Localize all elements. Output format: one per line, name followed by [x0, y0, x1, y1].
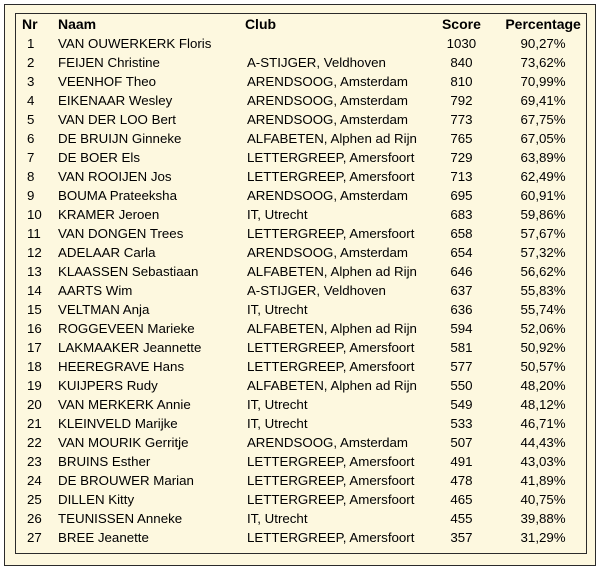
row-naam: AARTS Wim [57, 283, 133, 298]
row-percentage: 40,75% [520, 492, 566, 507]
row-score: 695 [450, 188, 473, 203]
inner-border-bottom [15, 553, 587, 554]
row-club: LETTERGREEP, Amersfoort [246, 226, 415, 241]
row-score: 478 [450, 473, 473, 488]
row-score: 637 [450, 283, 473, 298]
table-row [17, 243, 595, 262]
row-percentage: 70,99% [520, 74, 566, 89]
table-row [17, 91, 595, 110]
row-club: ALFABETEN, Alphen ad Rijn [246, 378, 417, 393]
row-naam: LAKMAAKER Jeannette [57, 340, 202, 355]
row-naam: VAN DER LOO Bert [57, 112, 176, 127]
row-score: 594 [450, 321, 473, 336]
table-row [17, 72, 595, 91]
row-naam: EIKENAAR Wesley [57, 93, 173, 108]
row-club: ARENDSOOG, Amsterdam [246, 245, 409, 260]
row-naam: ADELAAR Carla [57, 245, 156, 260]
row-score: 713 [450, 169, 473, 184]
row-nr: 5 [27, 112, 35, 127]
row-percentage: 55,74% [520, 302, 566, 317]
row-score: 533 [450, 416, 473, 431]
table-row [17, 509, 595, 528]
row-naam: KRAMER Jeroen [57, 207, 160, 222]
row-nr: 16 [27, 321, 42, 336]
row-club: ARENDSOOG, Amsterdam [246, 112, 409, 127]
table-row [17, 471, 595, 490]
row-percentage: 48,20% [520, 378, 566, 393]
table-row [17, 452, 595, 471]
row-nr: 25 [27, 492, 42, 507]
row-percentage: 39,88% [520, 511, 566, 526]
row-naam: BREE Jeanette [57, 530, 149, 545]
row-percentage: 67,05% [520, 131, 566, 146]
header-nr: Nr [22, 16, 38, 32]
row-score: 810 [450, 74, 473, 89]
row-percentage: 31,29% [520, 530, 566, 545]
table-row [17, 528, 595, 547]
row-naam: TEUNISSEN Anneke [57, 511, 183, 526]
row-percentage: 73,62% [520, 55, 566, 70]
table-row [17, 167, 595, 186]
row-naam: DE BOER Els [57, 150, 140, 165]
row-nr: 12 [27, 245, 42, 260]
row-club: LETTERGREEP, Amersfoort [246, 530, 415, 545]
row-nr: 13 [27, 264, 42, 279]
row-nr: 19 [27, 378, 42, 393]
row-score: 357 [450, 530, 473, 545]
header-score: Score [441, 16, 481, 32]
row-score: 465 [450, 492, 473, 507]
row-nr: 17 [27, 340, 42, 355]
row-naam: VAN MOURIK Gerritje [57, 435, 189, 450]
row-club: ARENDSOOG, Amsterdam [246, 93, 409, 108]
row-naam: KLEINVELD Marijke [57, 416, 178, 431]
row-club: IT, Utrecht [246, 207, 308, 222]
row-club: LETTERGREEP, Amersfoort [246, 359, 415, 374]
row-naam: DE BROUWER Marian [57, 473, 194, 488]
header-row [17, 14, 595, 34]
table-row [17, 129, 595, 148]
row-club: LETTERGREEP, Amersfoort [246, 473, 415, 488]
row-naam: VAN MERKERK Annie [57, 397, 191, 412]
table-row [17, 148, 595, 167]
row-nr: 15 [27, 302, 42, 317]
table-row [17, 376, 595, 395]
row-naam: VAN DONGEN Trees [57, 226, 184, 241]
row-club: LETTERGREEP, Amersfoort [246, 169, 415, 184]
ranking-rows [17, 34, 595, 547]
row-score: 773 [450, 112, 473, 127]
table-row [17, 338, 595, 357]
row-score: 792 [450, 93, 473, 108]
row-nr: 24 [27, 473, 42, 488]
row-score: 765 [450, 131, 473, 146]
row-club: IT, Utrecht [246, 302, 308, 317]
row-club: A-STIJGER, Veldhoven [246, 55, 386, 70]
row-percentage: 63,89% [520, 150, 566, 165]
row-percentage: 90,27% [520, 36, 566, 51]
row-nr: 10 [27, 207, 42, 222]
row-score: 549 [450, 397, 473, 412]
row-club: LETTERGREEP, Amersfoort [246, 340, 415, 355]
row-score: 683 [450, 207, 473, 222]
row-nr: 22 [27, 435, 42, 450]
row-naam: KLAASSEN Sebastiaan [57, 264, 199, 279]
table-row [17, 53, 595, 72]
row-nr: 23 [27, 454, 42, 469]
row-club: ARENDSOOG, Amsterdam [246, 74, 409, 89]
row-percentage: 57,67% [520, 226, 566, 241]
row-club: ARENDSOOG, Amsterdam [246, 435, 409, 450]
table-row [17, 281, 595, 300]
table-row [17, 319, 595, 338]
row-percentage: 48,12% [520, 397, 566, 412]
row-score: 658 [450, 226, 473, 241]
row-nr: 14 [27, 283, 42, 298]
row-score: 455 [450, 511, 473, 526]
row-score: 581 [450, 340, 473, 355]
row-club: LETTERGREEP, Amersfoort [246, 454, 415, 469]
table-row [17, 205, 595, 224]
row-percentage: 56,62% [520, 264, 566, 279]
row-naam: VEENHOF Theo [57, 74, 157, 89]
table-row [17, 357, 595, 376]
ranking-table [17, 14, 595, 547]
row-club: ALFABETEN, Alphen ad Rijn [246, 321, 417, 336]
row-score: 840 [450, 55, 473, 70]
row-score: 491 [450, 454, 473, 469]
row-percentage: 67,75% [520, 112, 566, 127]
header-naam: Naam [57, 16, 97, 32]
row-nr: 11 [27, 226, 41, 241]
row-percentage: 52,06% [520, 321, 566, 336]
row-score: 646 [450, 264, 473, 279]
table-row [17, 262, 595, 281]
row-score: 636 [450, 302, 473, 317]
row-nr: 6 [27, 131, 35, 146]
row-percentage: 41,89% [520, 473, 566, 488]
row-naam: KUIJPERS Rudy [57, 378, 158, 393]
row-club: ARENDSOOG, Amsterdam [246, 188, 409, 203]
row-club: LETTERGREEP, Amersfoort [246, 150, 415, 165]
table-row [17, 433, 595, 452]
row-nr: 2 [27, 55, 35, 70]
table-row [17, 395, 595, 414]
row-percentage: 50,57% [520, 359, 566, 374]
row-club: ALFABETEN, Alphen ad Rijn [246, 264, 417, 279]
row-club: IT, Utrecht [246, 397, 308, 412]
inner-border-left [15, 13, 16, 554]
table-row [17, 414, 595, 433]
row-score: 1030 [446, 36, 477, 51]
row-percentage: 59,86% [520, 207, 566, 222]
row-nr: 7 [27, 150, 35, 165]
row-nr: 27 [27, 530, 42, 545]
row-percentage: 44,43% [520, 435, 566, 450]
header-percentage: Percentage [505, 16, 581, 32]
row-percentage: 62,49% [520, 169, 566, 184]
row-percentage: 55,83% [520, 283, 566, 298]
table-row [17, 34, 595, 53]
row-nr: 4 [27, 93, 35, 108]
row-nr: 8 [27, 169, 35, 184]
row-naam: HEEREGRAVE Hans [57, 359, 185, 374]
row-naam: ROGGEVEEN Marieke [57, 321, 195, 336]
row-naam: VELTMAN Anja [57, 302, 150, 317]
row-nr: 9 [27, 188, 35, 203]
row-club: IT, Utrecht [246, 416, 308, 431]
row-nr: 21 [27, 416, 42, 431]
table-row [17, 490, 595, 509]
row-club: ALFABETEN, Alphen ad Rijn [246, 131, 417, 146]
row-nr: 20 [27, 397, 42, 412]
row-score: 550 [450, 378, 473, 393]
row-naam: DILLEN Kitty [57, 492, 135, 507]
row-naam: DE BRUIJN Ginneke [57, 131, 182, 146]
table-row [17, 300, 595, 319]
row-score: 507 [450, 435, 473, 450]
row-percentage: 46,71% [520, 416, 566, 431]
row-percentage: 57,32% [520, 245, 566, 260]
row-nr: 26 [27, 511, 42, 526]
row-nr: 18 [27, 359, 42, 374]
row-percentage: 43,03% [520, 454, 566, 469]
table-row [17, 186, 595, 205]
row-naam: VAN OUWERKERK Floris [57, 36, 212, 51]
row-club: A-STIJGER, Veldhoven [246, 283, 386, 298]
row-club [239, 34, 432, 53]
ranking-panel [4, 4, 596, 566]
table-row [17, 110, 595, 129]
row-naam: VAN ROOIJEN Jos [57, 169, 172, 184]
row-nr: 1 [27, 36, 35, 51]
row-club: LETTERGREEP, Amersfoort [246, 492, 415, 507]
row-club: IT, Utrecht [246, 511, 308, 526]
row-score: 577 [450, 359, 473, 374]
header-club: Club [244, 16, 277, 32]
row-naam: FEIJEN Christine [57, 55, 160, 70]
row-percentage: 60,91% [520, 188, 566, 203]
row-percentage: 50,92% [520, 340, 566, 355]
row-naam: BOUMA Prateeksha [57, 188, 177, 203]
row-nr: 3 [27, 74, 35, 89]
row-naam: BRUINS Esther [57, 454, 151, 469]
row-score: 729 [450, 150, 473, 165]
row-percentage: 69,41% [520, 93, 566, 108]
row-score: 654 [450, 245, 473, 260]
table-row [17, 224, 595, 243]
